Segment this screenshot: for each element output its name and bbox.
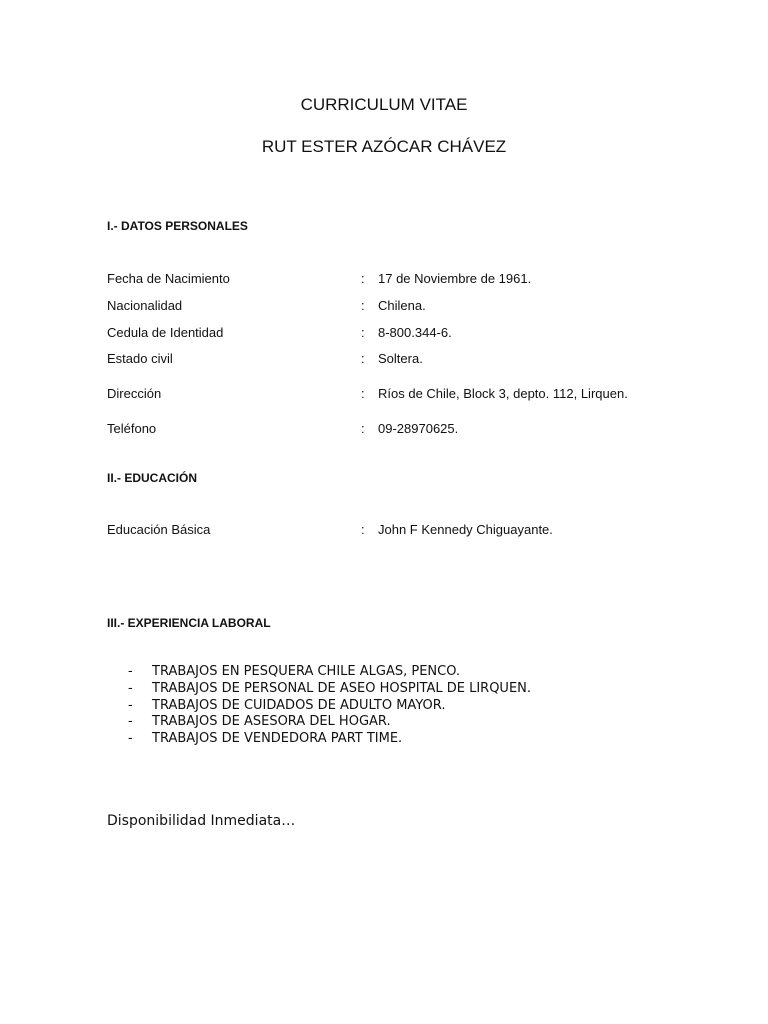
field-separator: : [361,522,365,537]
document-title: CURRICULUM VITAE [300,95,468,114]
list-item-text: TRABAJOS DE VENDEDORA PART TIME. [152,731,403,747]
field-value: 09-28970625. [378,421,459,436]
field-separator: : [361,325,365,340]
marital-status-row [107,351,707,369]
birth-date-row [107,271,707,289]
field-label: Educación Básica [107,522,211,537]
field-value: 8-800.344-6. [378,325,452,340]
list-item [128,731,531,748]
id-number-row [107,325,707,343]
list-item-text: TRABAJOS DE PERSONAL DE ASEO HOSPITAL DE LIRQUEN. [152,680,532,696]
field-label: Teléfono [107,421,157,436]
bullet-dash: - [128,697,133,713]
field-value: 17 de Noviembre de 1961. [378,271,532,286]
list-item [128,714,531,731]
field-value: Ríos de Chile, Block 3, depto. 112, Lirquen. [378,386,628,401]
field-label: Estado civil [107,351,173,366]
field-separator: : [361,298,365,313]
personal-data-heading: I.- DATOS PERSONALES [107,219,248,233]
field-label: Dirección [107,386,162,401]
field-separator: : [361,386,365,401]
list-item-text: TRABAJOS DE ASESORA DEL HOGAR. [152,714,391,730]
nationality-row [107,298,707,316]
field-separator: : [361,421,365,436]
availability-note: Disponibilidad Inmediata… [107,813,296,829]
bullet-dash: - [128,731,133,747]
phone-row [107,421,707,439]
list-item-text: TRABAJOS DE CUIDADOS DE ADULTO MAYOR. [152,697,446,713]
bullet-dash: - [128,680,133,696]
list-item [128,664,531,681]
field-label: Nacionalidad [107,298,183,313]
field-value: Soltera. [378,351,423,366]
bullet-dash: - [128,714,133,730]
address-row [107,386,707,404]
candidate-name: RUT ESTER AZÓCAR CHÁVEZ [261,137,507,156]
field-separator: : [361,271,365,286]
basic-education-row [107,522,707,540]
bullet-dash: - [128,664,133,679]
job-list [128,664,531,748]
list-item [128,698,531,715]
list-item [128,681,531,698]
field-separator: : [361,351,365,366]
field-label: Cedula de Identidad [107,325,224,340]
work-experience-heading: III.- EXPERIENCIA LABORAL [107,616,271,630]
field-label: Fecha de Nacimiento [107,271,230,286]
field-value: Chilena. [378,298,426,313]
education-heading: II.- EDUCACIÓN [107,471,197,485]
list-item-text: TRABAJOS EN PESQUERA CHILE ALGAS, PENCO. [152,664,461,679]
field-value: John F Kennedy Chiguayante. [378,522,553,537]
